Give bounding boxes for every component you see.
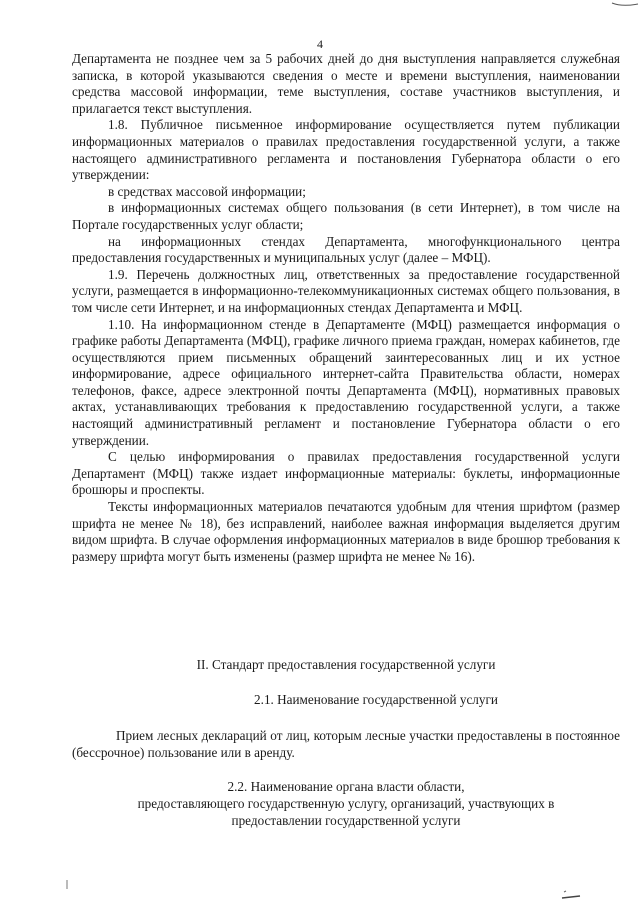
paragraph-1-9: 1.9. Перечень должностных лиц, ответственных за предоставление государственной услуги, размещается в информационно-телекоммуникационных системах общего пользования, в том числе сети Интернет, и на информационных стендах Департамента и МФЦ.: [72, 266, 620, 315]
subsection-2-1-text: Прием лесных деклараций от лиц, которым лесные участки предоставлены в постоянное (бессрочное) пользование или в аренду.: [72, 728, 620, 760]
paragraph-1-8: 1.8. Публичное письменное информирование осуществляется путем публикации информационных материалов о правилах предоставления государственной услуги, а также настоящего административного регламента и постановления Губернатора области о его утверждении:: [72, 117, 620, 183]
subsection-2-2-title-line2: предоставляющего государственную услугу, организаций, участвующих в: [137, 796, 555, 811]
list-item-media: в средствах массовой информации;: [108, 183, 306, 199]
scan-artifact-top-right: [610, 0, 640, 10]
subsection-2-2-title-line1: 2.2. Наименование органа власти области,: [227, 779, 465, 794]
subsection-2-2-title: [72, 778, 620, 829]
document-body: [72, 51, 620, 565]
list-item-internet: в информационных системах общего пользования (в сети Интернет), в том числе на Портале государственных услуг области;: [72, 200, 620, 232]
paragraph-font-size: Тексты информационных материалов печатаются удобным для чтения шрифтом (размер шрифта не менее № 18), без исправлений, наиболее важная информация выделяется другим видом шрифта. В случае оформления информационных материалов в виде брошюр требования к размеру шрифта могут быть изменены (размер шрифта не менее № 16).: [72, 499, 620, 564]
list-item-stands: на информационных стендах Департамента, многофункционального центра предоставления государственных и муниципальных услуг (далее – МФЦ).: [72, 233, 620, 266]
subsection-2-1-title: 2.1. Наименование государственной услуги: [254, 692, 498, 707]
subsection-2-2-title-line3: предоставлении государственной услуги: [231, 813, 461, 828]
paragraph-1-10: 1.10. На информационном стенде в Департаменте (МФЦ) размещается информация о графике работы Департамента (МФЦ), графике личного приема граждан, номерах кабинетов, где осуществляются прием письменных обращений заинтересованных лиц и их устное информирование, адресе официального интернет-сайта Правительства области, номерах телефонов, факсе, адресе электронной почты Департамента (МФЦ), нормативных правовых актах, устанавливающих требования к предоставлению государственной услуги, а также настоящий административный регламент и постановление Губернатора области о его утверждении.: [72, 316, 620, 448]
section-title: II. Стандарт предоставления государственной услуги: [196, 657, 496, 672]
paragraph-continuation: Департамента не позднее чем за 5 рабочих дней до дня выступления направляется служебная записка, в которой указываются сведения о месте и времени выступления, наименовании средства массовой информации, теме выступления, составе участников выступления, и прилагается текст выступления.: [72, 51, 620, 116]
scan-artifact-bottom-right: [560, 888, 584, 902]
page-number: 4: [317, 37, 323, 51]
paragraph-info-materials: С целью информирования о правилах предоставления государственной услуги Департамент (МФЦ) также издает информационные материалы: буклеты, информационные брошюры и проспекты.: [72, 449, 620, 498]
scan-artifact-bottom-left: [64, 880, 70, 890]
